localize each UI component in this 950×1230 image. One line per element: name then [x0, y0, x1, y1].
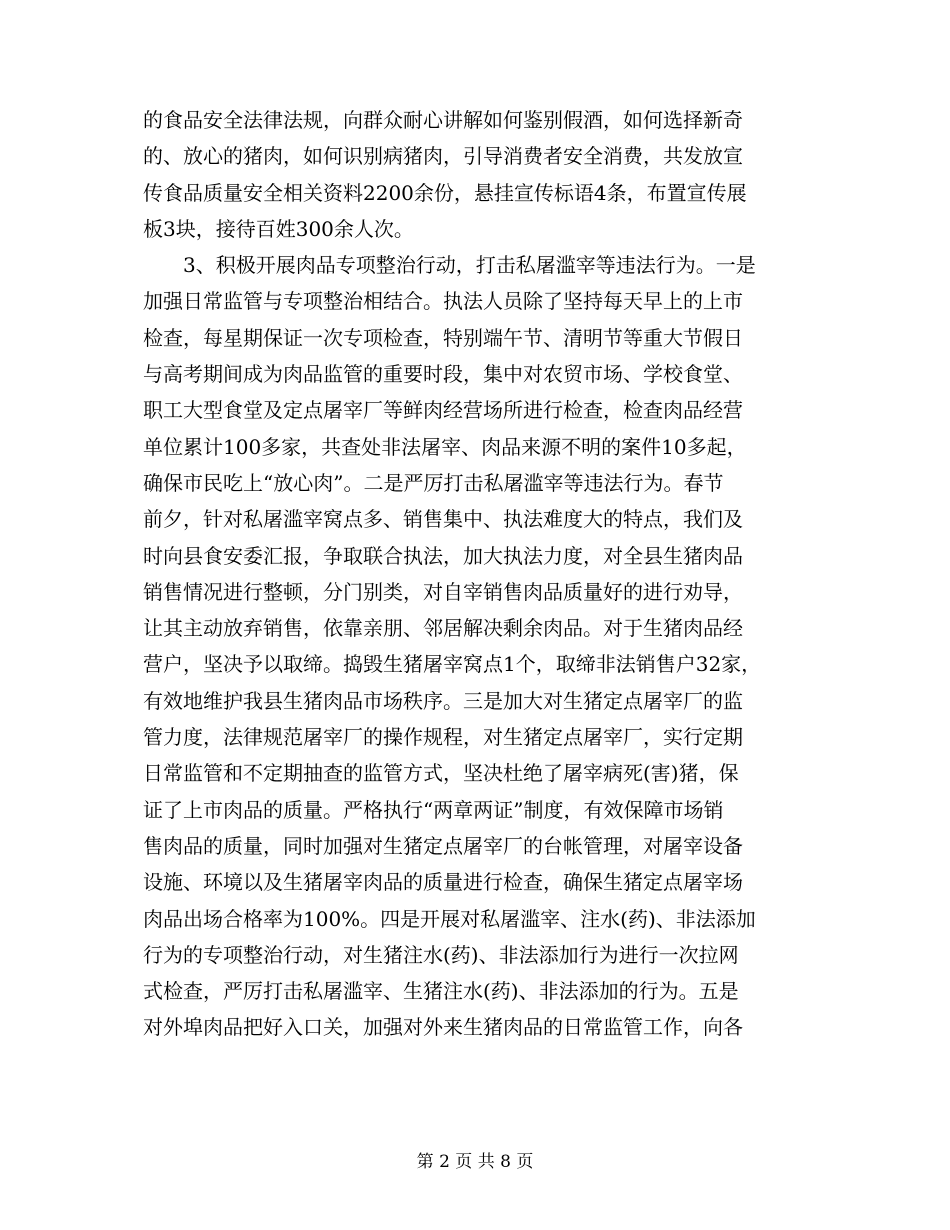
text-line: 的食品安全法律法规，向群众耐心讲解如何鉴别假酒，如何选择新奇 — [143, 108, 743, 132]
text-line: 设施、环境以及生猪屠宰肉品的质量进行检查，确保生猪定点屠宰场 — [143, 870, 743, 895]
page-number-footer: 第 2 页 共 8 页 — [416, 1152, 534, 1172]
text-line: 板3块，接待百姓300余人次。 — [143, 216, 414, 241]
text-line: 加强日常监管与专项整治相结合。执法人员除了坚持每天早上的上市 — [143, 289, 743, 314]
text-line: 行为的专项整治行动，对生猪注水(药)、非法添加行为进行一次拉网 — [143, 942, 739, 967]
text-line: 确保市民吃上“放心肉”。二是严厉打击私屠滥宰等违法行为。春节 — [143, 470, 724, 495]
text-line: 式检查，严厉打击私屠滥宰、生猪注水(药)、非法添加的行为。五是 — [143, 979, 739, 1004]
text-line: 传食品质量安全相关资料2200余份，悬挂宣传标语4条，布置宣传展 — [143, 180, 747, 205]
text-line: 管力度，法律规范屠宰厂的操作规程，对生猪定点屠宰厂，实行定期 — [143, 725, 743, 750]
text-line: 日常监管和不定期抽查的监管方式，坚决杜绝了屠宰病死(害)猪，保 — [143, 761, 739, 786]
body-text — [143, 102, 803, 1046]
text-line: 与高考期间成为肉品监管的重要时段，集中对农贸市场、学校食堂、 — [143, 362, 743, 387]
text-line: 前夕，针对私屠滥宰窝点多、销售集中、执法难度大的特点，我们及 — [143, 507, 743, 532]
text-line: 售肉品的质量，同时加强对生猪定点屠宰厂的台帐管理，对屠宰设备 — [143, 833, 743, 858]
text-line: 检查，每星期保证一次专项检查，特别端午节、清明节等重大节假日 — [143, 325, 743, 350]
text-line: 单位累计100多家，共查处非法屠宰、肉品来源不明的案件10多起， — [143, 434, 747, 459]
text-line: 职工大型食堂及定点屠宰厂等鲜肉经营场所进行检查，检查肉品经营 — [143, 398, 743, 423]
text-line: 证了上市肉品的质量。严格执行“两章两证”制度，有效保障市场销 — [143, 797, 724, 822]
paragraph-start-line: 3、积极开展肉品专项整治行动，打击私屠滥宰等违法行为。一是 — [183, 253, 756, 278]
text-line: 营户，坚决予以取缔。捣毁生猪屠宰窝点1个，取缔非法销售户32家， — [143, 652, 762, 677]
text-line: 销售情况进行整顿，分门别类，对自宰销售肉品质量好的进行劝导， — [143, 579, 743, 604]
text-line: 有效地维护我县生猪肉品市场秩序。三是加大对生猪定点屠宰厂的监 — [143, 688, 743, 713]
text-line: 对外埠肉品把好入口关，加强对外来生猪肉品的日常监管工作，向各 — [143, 1015, 743, 1040]
text-line: 的、放心的猪肉，如何识别病猪肉，引导消费者安全消费，共发放宣 — [143, 144, 743, 169]
text-line: 让其主动放弃销售，依靠亲朋、邻居解决剩余肉品。对于生猪肉品经 — [143, 616, 743, 641]
text-line: 时向县食安委汇报，争取联合执法，加大执法力度，对全县生猪肉品 — [143, 543, 743, 568]
text-line: 肉品出场合格率为100%。四是开展对私屠滥宰、注水(药)、非法添加 — [143, 906, 756, 931]
